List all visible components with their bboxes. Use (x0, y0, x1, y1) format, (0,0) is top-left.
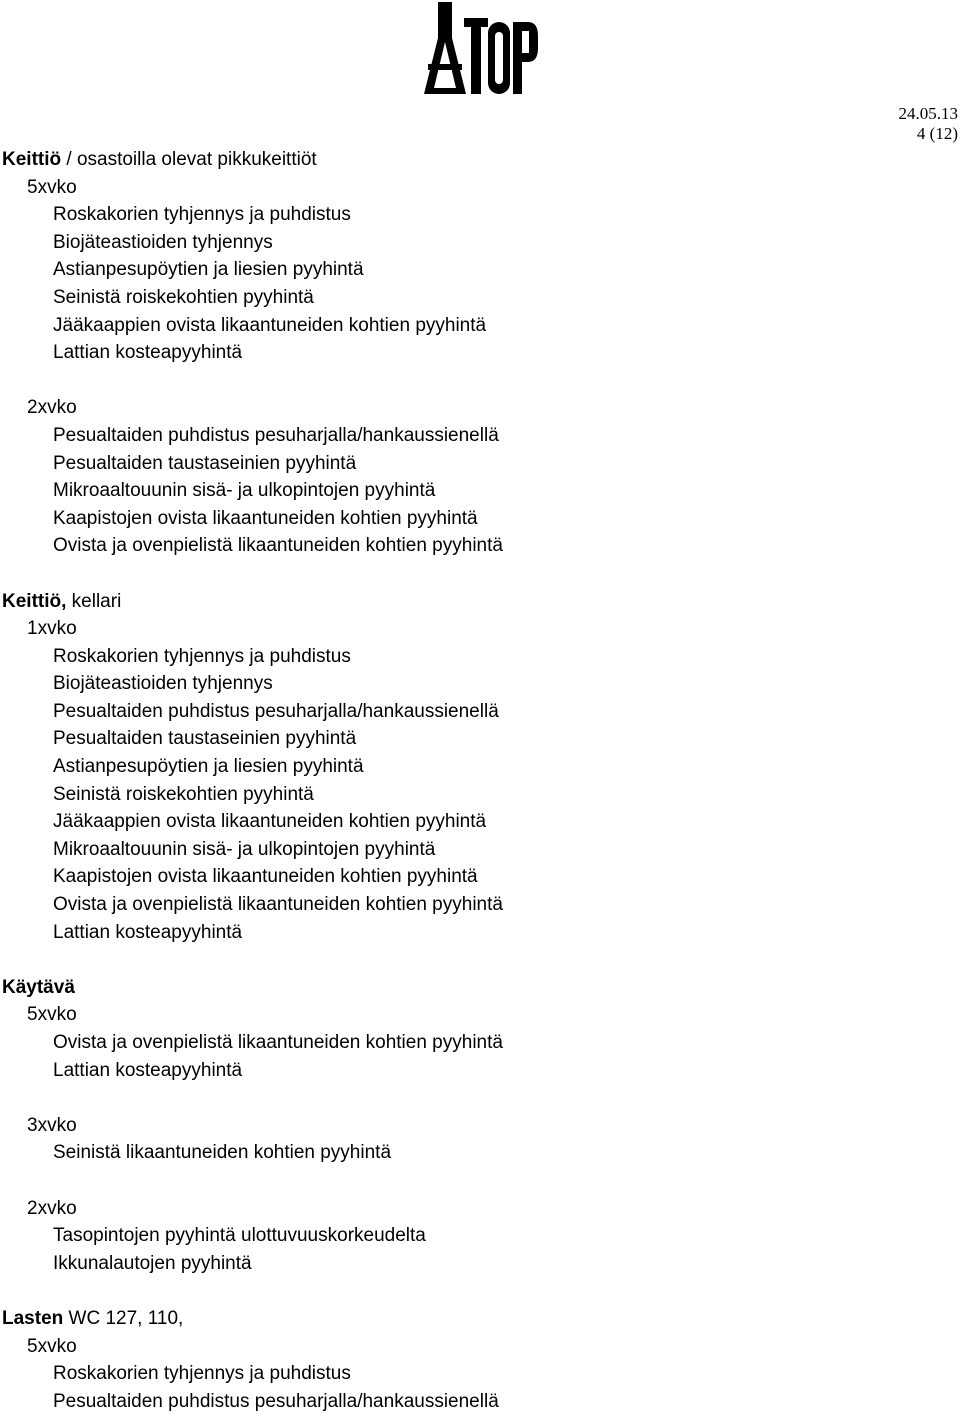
task-item: Jääkaappien ovista likaantuneiden kohtien pyyhintä (53, 811, 487, 833)
frequency-label: 3xvko (27, 1114, 77, 1136)
task-item: Seinistä likaantuneiden kohtien pyyhintä (53, 1142, 392, 1164)
section-title-bold: Keittiö (2, 149, 62, 170)
task-item: Ovista ja ovenpielistä likaantuneiden kohtien pyyhintä (53, 1032, 503, 1053)
section-title-rest: / osastoilla olevat pikkukeittiöt (61, 149, 317, 170)
schedule-section (2, 1305, 942, 1415)
page-number: 4 (12) (916, 124, 958, 143)
frequency-label: 2xvko (27, 397, 77, 419)
task-item: Ovista ja ovenpielistä likaantuneiden kohtien pyyhintä (53, 535, 503, 557)
task-item: Pesualtaiden puhdistus pesuharjalla/hankaussienellä (53, 700, 499, 722)
task-item: Seinistä roiskekohtien pyyhintä (53, 286, 314, 308)
task-item: Kaapistojen ovista likaantuneiden kohtien pyyhintä (53, 866, 478, 888)
task-item: Biojäteastioiden tyhjennys (53, 231, 273, 253)
section-title (2, 588, 942, 616)
spacer (2, 1084, 942, 1112)
section-title-bold: Lasten (2, 1307, 64, 1329)
schedule-section (2, 588, 942, 947)
task-item: Seinistä roiskekohtien pyyhintä (53, 783, 314, 805)
task-item: Kaapistojen ovista likaantuneiden kohtien pyyhintä (53, 507, 478, 529)
task-item: Biojäteastioiden tyhjennys (53, 673, 273, 695)
section-title-bold: Keittiö, (2, 590, 67, 612)
task-item: Astianpesupöytien ja liesien pyyhintä (53, 756, 364, 778)
cleaning-schedule (2, 146, 942, 1415)
task-item: Roskakorien tyhjennys ja puhdistus (53, 645, 351, 667)
task-item: Lattian kosteapyyhintä (53, 342, 243, 364)
task-item: Mikroaaltouunin sisä- ja ulkopintojen pyyhintä (53, 480, 436, 502)
spacer (2, 1167, 942, 1195)
schedule-section (2, 146, 942, 560)
page-header-meta (899, 104, 959, 144)
frequency-label: 5xvko (27, 176, 77, 198)
task-item: Astianpesupöytien ja liesien pyyhintä (53, 259, 364, 281)
task-item: Ovista ja ovenpielistä likaantuneiden kohtien pyyhintä (53, 894, 503, 916)
spacer (2, 946, 942, 974)
spacer (2, 367, 942, 395)
task-item: Pesualtaiden taustaseinien pyyhintä (53, 452, 357, 474)
frequency-label: 1xvko (27, 618, 77, 640)
task-item: Jääkaappien ovista likaantuneiden kohtien pyyhintä (53, 314, 487, 336)
section-title (2, 974, 942, 1002)
task-item: Roskakorien tyhjennys ja puhdistus (53, 204, 351, 226)
task-item: Tasopintojen pyyhintä ulottuvuuskorkeudelta (53, 1225, 426, 1247)
frequency-label: 2xvko (27, 1197, 77, 1219)
section-title-rest: kellari (66, 590, 122, 612)
section-title (2, 1305, 942, 1333)
task-item: Pesualtaiden puhdistus pesuharjalla/hankaussienellä (53, 424, 499, 446)
task-item: Pesualtaiden taustaseinien pyyhintä (53, 728, 357, 750)
task-item: Pesualtaiden puhdistus pesuharjalla/hankaussienellä (53, 1390, 499, 1412)
section-title-bold: Käytävä (2, 976, 75, 998)
document-date: 24.05.13 (898, 104, 958, 123)
task-item: Lattian kosteapyyhintä (53, 921, 243, 943)
spacer (2, 1277, 942, 1305)
task-item: Ikkunalautojen pyyhintä (53, 1252, 252, 1274)
schedule-section (2, 974, 942, 1278)
spacer (2, 560, 942, 588)
task-item: Roskakorien tyhjennys ja puhdistus (53, 1363, 351, 1385)
frequency-label: 5xvko (27, 1335, 77, 1357)
frequency-label: 5xvko (27, 1004, 77, 1026)
atop-logo (422, 2, 540, 98)
section-title-rest: WC 127, 110, (63, 1307, 184, 1329)
task-item: Lattian kosteapyyhintä (53, 1059, 243, 1081)
section-title (2, 146, 942, 174)
task-item: Mikroaaltouunin sisä- ja ulkopintojen pyyhintä (53, 838, 436, 860)
